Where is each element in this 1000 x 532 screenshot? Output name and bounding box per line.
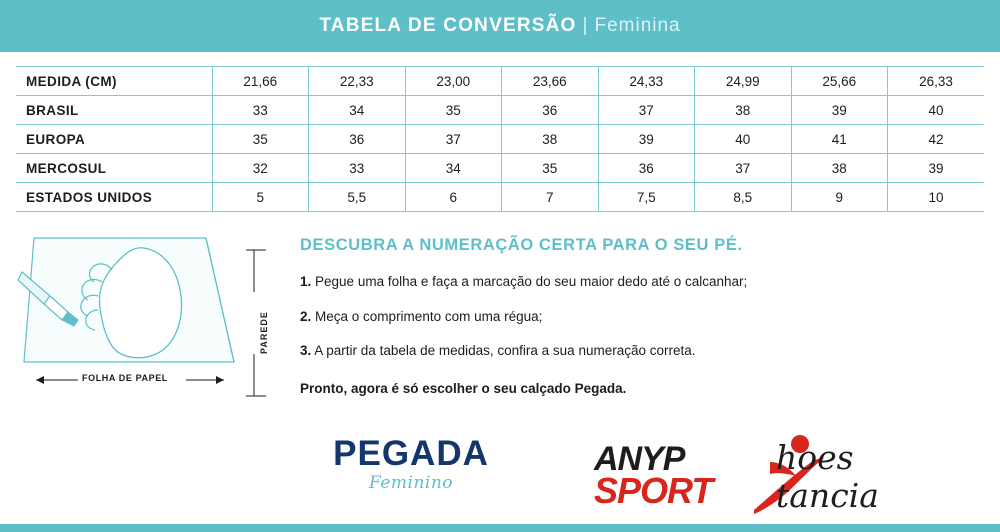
instruction-step [300, 273, 984, 291]
table-cell: 37 [405, 125, 502, 154]
table-cell: 38 [791, 154, 888, 183]
table-cell: 23,66 [502, 67, 599, 96]
table-cell: 6 [405, 183, 502, 212]
table-cell: 32 [212, 154, 309, 183]
table-cell: 34 [405, 154, 502, 183]
table-cell: 24,33 [598, 67, 695, 96]
instruction-step [300, 342, 984, 360]
pegada-logo [316, 436, 506, 493]
shoes-wordmark: hoes [776, 438, 854, 477]
table-cell: 24,99 [695, 67, 792, 96]
table-cell: 36 [309, 125, 406, 154]
table-cell: 33 [309, 154, 406, 183]
anyp-sport-logo [580, 426, 940, 522]
pegada-tagline: Feminino [368, 473, 454, 493]
row-label: MEDIDA (CM) [16, 67, 212, 96]
anyp-wordmark: ANYP [594, 440, 685, 478]
table-cell: 38 [502, 125, 599, 154]
step-number: 1. [300, 274, 312, 289]
foot-diagram-icon [16, 230, 278, 415]
table-cell: 7 [502, 183, 599, 212]
table-cell: 38 [695, 96, 792, 125]
table-cell: 34 [309, 96, 406, 125]
step-number: 2. [300, 308, 312, 324]
logos-row [0, 426, 1000, 522]
table-cell: 5 [212, 183, 309, 212]
table-cell: 21,66 [212, 67, 309, 96]
page-header [0, 0, 1000, 52]
footer-accent-bar [0, 524, 1000, 532]
table-row [16, 96, 984, 125]
step-text: Meça o comprimento com uma régua; [315, 308, 543, 324]
table-cell: 35 [502, 154, 599, 183]
header-subtitle: Feminina [594, 15, 681, 36]
row-label: ESTADOS UNIDOS [16, 183, 212, 212]
page-title: TABELA DE CONVERSÃO [319, 15, 577, 36]
row-label: BRASIL [16, 96, 212, 125]
table-row [16, 183, 984, 212]
table-cell: 22,33 [309, 67, 406, 96]
table-cell: 37 [695, 154, 792, 183]
table-cell: 10 [888, 183, 985, 212]
instructions-title: DESCUBRA A NUMERAÇÃO CERTA PARA O SEU PÉ. [300, 236, 743, 254]
table-cell: 9 [791, 183, 888, 212]
step-text: A partir da tabela de medidas, confira a sua numeração correta. [314, 343, 696, 359]
table-cell: 36 [502, 96, 599, 125]
table-row [16, 67, 984, 96]
instructions-text [278, 230, 984, 415]
instruction-step [300, 308, 984, 326]
table-cell: 42 [888, 125, 985, 154]
row-label: EUROPA [16, 125, 212, 154]
table-cell: 35 [212, 125, 309, 154]
conversion-table-wrap [0, 52, 1000, 212]
tancia-wordmark: tancia [776, 476, 879, 515]
step-text: Pegue uma folha e faça a marcação do seu maior dedo até o calcanhar; [315, 274, 748, 289]
row-label: MERCOSUL [16, 154, 212, 183]
wall-label: PAREDE [259, 311, 269, 354]
header-separator: | [582, 15, 589, 36]
table-row [16, 154, 984, 183]
table-row [16, 125, 984, 154]
table-cell: 36 [598, 154, 695, 183]
instructions-section [0, 212, 1000, 415]
table-cell: 7,5 [598, 183, 695, 212]
table-cell: 39 [598, 125, 695, 154]
instructions-final-note: Pronto, agora é só escolher o seu calçado Pegada. [300, 380, 627, 396]
foot-measure-diagram [16, 230, 278, 415]
table-cell: 37 [598, 96, 695, 125]
table-cell: 35 [405, 96, 502, 125]
table-cell: 8,5 [695, 183, 792, 212]
table-cell: 41 [791, 125, 888, 154]
table-cell: 40 [695, 125, 792, 154]
pegada-wordmark: PEGADA [333, 434, 489, 473]
step-number: 3. [300, 343, 312, 359]
paper-label: FOLHA DE PAPEL [82, 373, 168, 383]
table-cell: 33 [212, 96, 309, 125]
table-cell: 25,66 [791, 67, 888, 96]
table-cell: 23,00 [405, 67, 502, 96]
table-cell: 40 [888, 96, 985, 125]
table-cell: 5,5 [309, 183, 406, 212]
sport-wordmark: SPORT [594, 470, 713, 511]
table-cell: 39 [791, 96, 888, 125]
table-cell: 26,33 [888, 67, 985, 96]
table-cell: 39 [888, 154, 985, 183]
conversion-table [16, 66, 984, 212]
